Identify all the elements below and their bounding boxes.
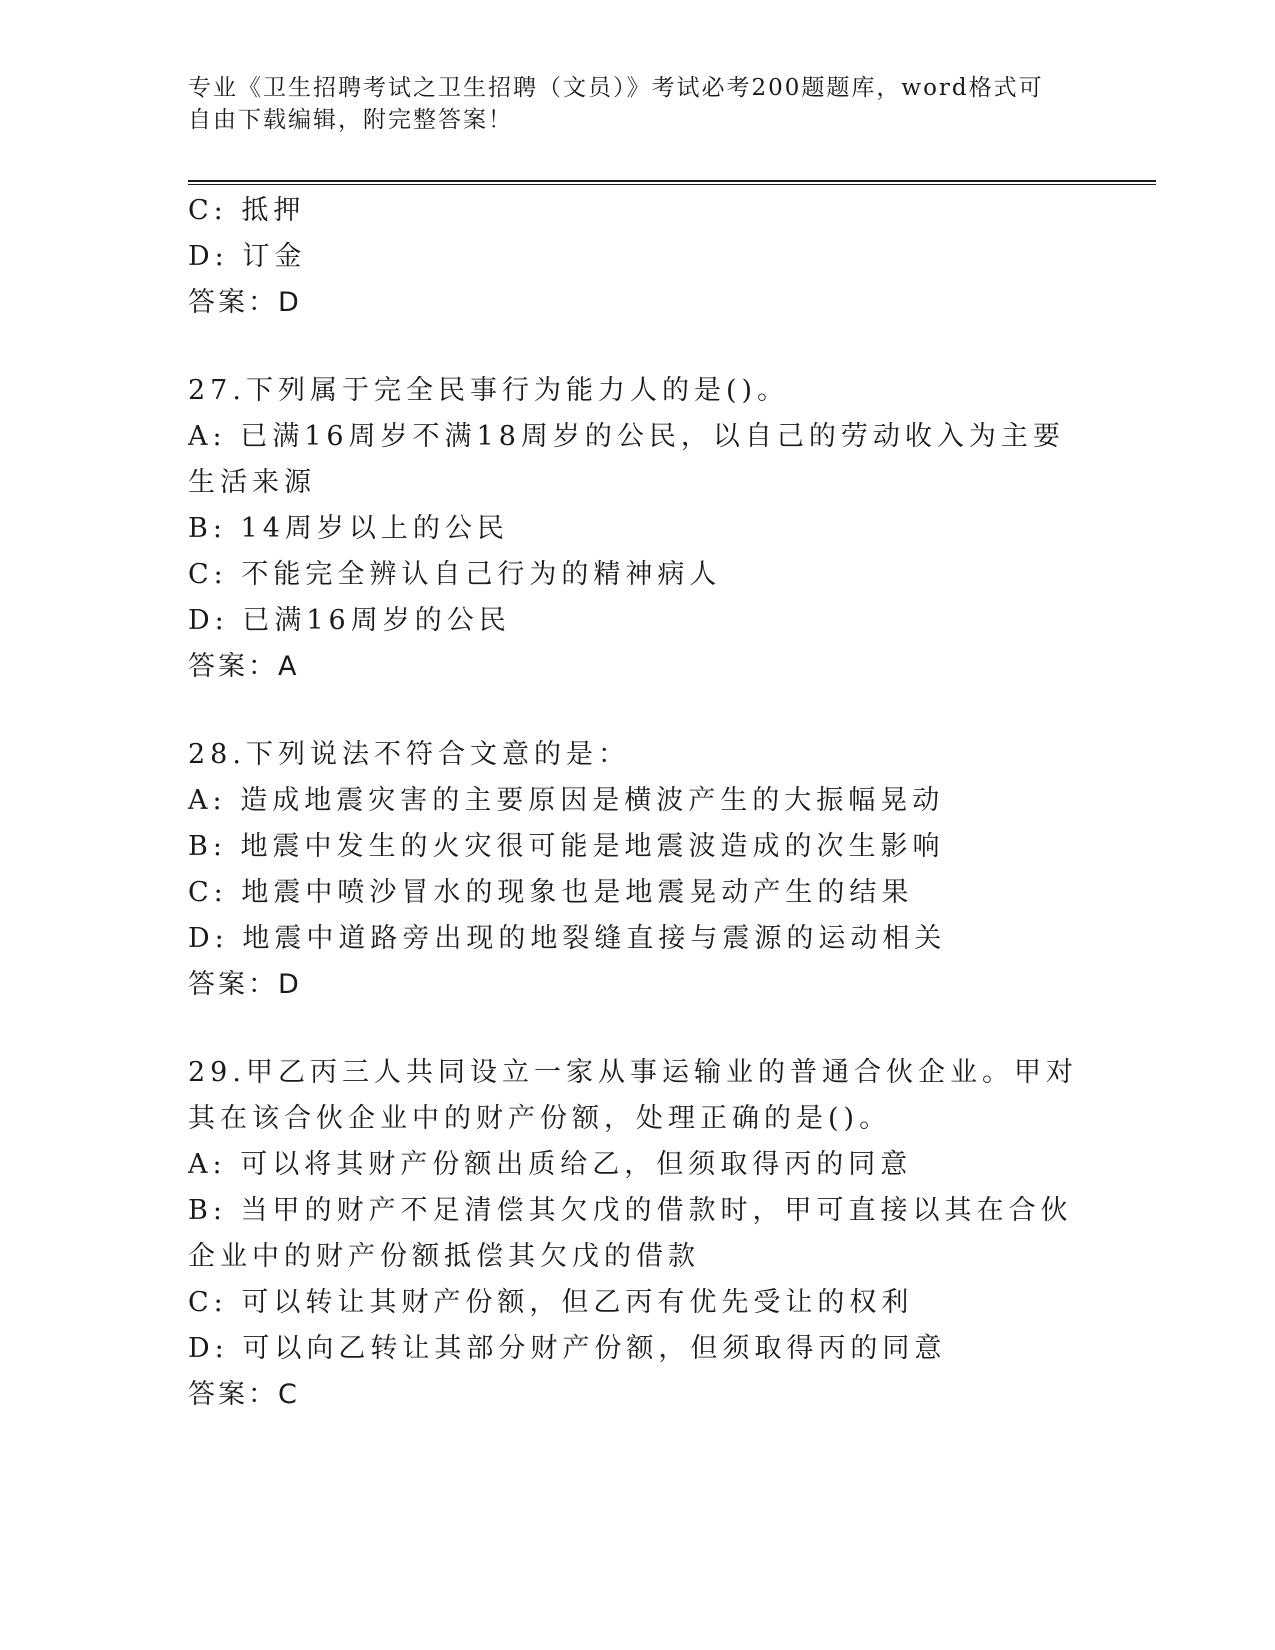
option-text: 14周岁以上的公民 [240, 513, 509, 544]
option-b [188, 506, 1088, 552]
answer-line: 答案：A [188, 651, 300, 682]
option-label: B: [188, 513, 227, 544]
option-text: 已满16周岁的公民 [242, 605, 511, 636]
option-b [188, 1188, 1088, 1280]
option-text: 已满16周岁不满18周岁的公民，以自己的劳动收入为主要生活来源 [188, 421, 1065, 498]
option-d [188, 234, 1088, 280]
header-divider-thick [188, 180, 1156, 182]
document-body [188, 188, 1088, 1418]
option-c [188, 188, 1088, 234]
option-a [188, 778, 1088, 824]
option-label: D: [188, 1333, 229, 1364]
option-label: B: [188, 831, 227, 862]
option-c [188, 870, 1088, 916]
option-label: D: [188, 605, 229, 636]
option-d [188, 1326, 1088, 1372]
option-text: 造成地震灾害的主要原因是横波产生的大振幅晃动 [240, 785, 945, 816]
option-text: 地震中道路旁出现的地裂缝直接与震源的运动相关 [242, 923, 947, 954]
question-block-27 [188, 368, 1088, 690]
option-text: 抵押 [241, 195, 306, 226]
header-divider-thin [188, 184, 1156, 185]
answer-line: 答案：D [188, 969, 302, 1000]
option-text: 可以将其财产份额出质给乙，但须取得丙的同意 [240, 1149, 913, 1180]
option-c [188, 1280, 1088, 1326]
option-text: 当甲的财产不足清偿其欠戊的借款时，甲可直接以其在合伙企业中的财产份额抵偿其欠戊的借款 [188, 1195, 1073, 1272]
option-c [188, 552, 1088, 598]
option-d [188, 916, 1088, 962]
question-stem: 29.甲乙丙三人共同设立一家从事运输业的普通合伙企业。甲对其在该合伙企业中的财产份额，处理正确的是()。 [188, 1057, 1078, 1134]
option-text: 不能完全辨认自己行为的精神病人 [241, 559, 722, 590]
question-block-29 [188, 1050, 1088, 1418]
option-d [188, 598, 1088, 644]
option-label: A: [188, 785, 227, 816]
option-label: C: [188, 1287, 228, 1318]
option-label: C: [188, 559, 228, 590]
option-text: 可以向乙转让其部分财产份额，但须取得丙的同意 [242, 1333, 947, 1364]
option-text: 地震中发生的火灾很可能是地震波造成的次生影响 [240, 831, 945, 862]
option-label: A: [188, 1149, 227, 1180]
answer-line: 答案：C [188, 1379, 300, 1410]
option-label: A: [188, 421, 227, 452]
answer-line: 答案：D [188, 287, 302, 318]
question-stem: 27.下列属于完全民事行为能力人的是()。 [188, 375, 790, 406]
option-label: D: [188, 923, 229, 954]
question-stem: 28.下列说法不符合文意的是： [188, 739, 630, 770]
option-label: B: [188, 1195, 227, 1226]
document-header: 专业《卫生招聘考试之卫生招聘（文员）》考试必考200题题库，word格式可自由下载编辑，附完整答案！ [188, 75, 1044, 133]
option-label: C: [188, 195, 228, 226]
option-text: 可以转让其财产份额，但乙丙有优先受让的权利 [241, 1287, 914, 1318]
option-text: 地震中喷沙冒水的现象也是地震晃动产生的结果 [241, 877, 914, 908]
option-label: C: [188, 877, 228, 908]
option-text: 订金 [242, 241, 307, 272]
option-b [188, 824, 1088, 870]
question-block-26-tail [188, 188, 1088, 326]
option-a [188, 1142, 1088, 1188]
option-a [188, 414, 1088, 506]
question-block-28 [188, 732, 1088, 1008]
option-label: D: [188, 241, 229, 272]
